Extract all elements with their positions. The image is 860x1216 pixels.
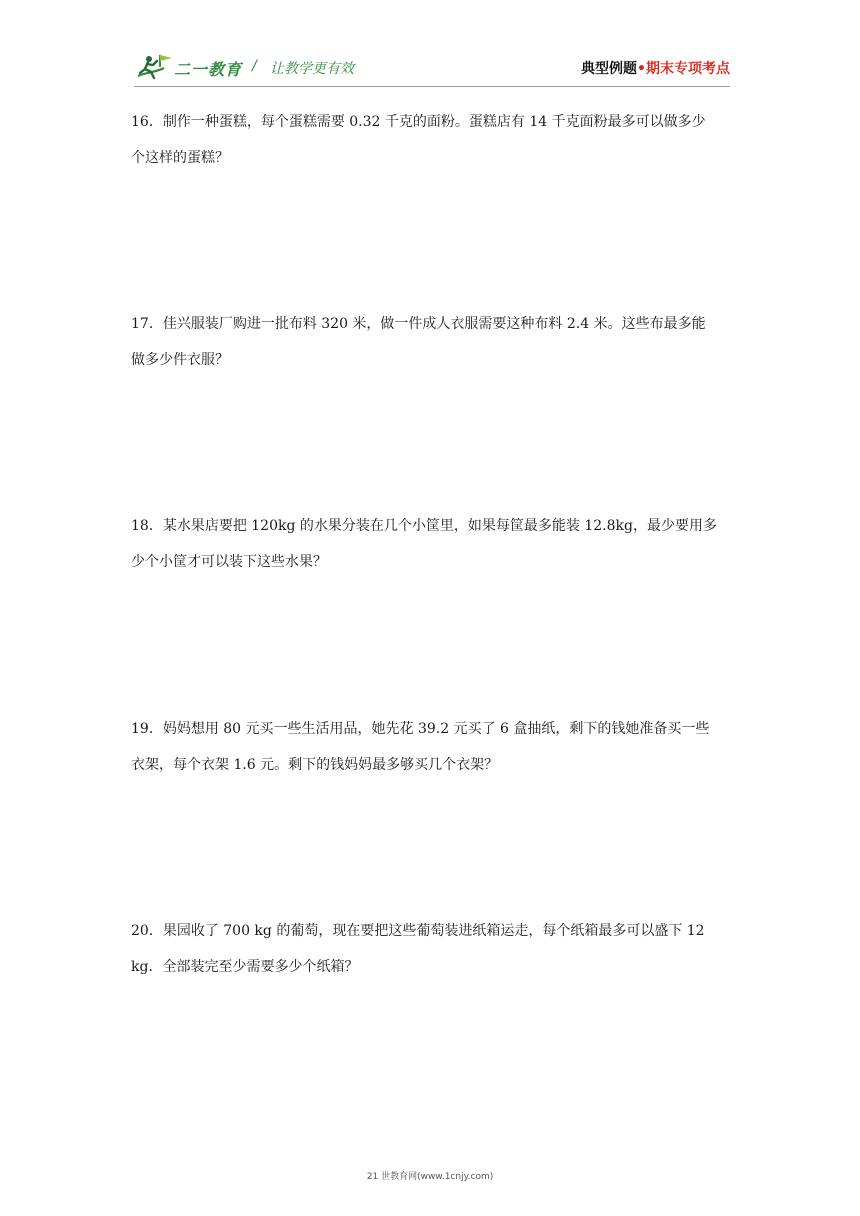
header-divider	[134, 86, 730, 87]
question-19	[131, 711, 731, 783]
question-line: 16．制作一种蛋糕，每个蛋糕需要 0.32 千克的面粉。蛋糕店有 14 千克面粉最多可以做多少	[131, 114, 706, 130]
question-20	[131, 913, 731, 985]
section-title	[581, 58, 730, 78]
page-footer: 21 世教育网(www.1cnjy.com)	[366, 1172, 494, 1182]
question-line: kg．全部装完至少需要多少个纸箱？	[131, 959, 359, 975]
section-suffix: 期末专项考点	[646, 61, 730, 77]
question-line: 17．佳兴服装厂购进一批布料 320 米，做一件成人衣服需要这种布料 2.4 米。这些布最多能	[131, 316, 706, 332]
page-header	[134, 48, 730, 84]
running-man-flag-icon	[134, 52, 176, 82]
section-prefix: 典型例题	[581, 61, 638, 77]
question-line: 少个小筐才可以装下这些水果？	[131, 554, 327, 570]
question-line: 做多少件衣服？	[131, 352, 229, 368]
question-16	[131, 104, 731, 176]
question-line: 20．果园收了 700 kg 的葡萄，现在要把这些葡萄装进纸箱运走，每个纸箱最多可以盛下 12	[131, 923, 705, 939]
question-line: 衣架，每个衣架 1.6 元。剩下的钱妈妈最多够买几个衣架？	[131, 757, 499, 773]
question-18	[131, 508, 731, 580]
brand-slogan: 让教学更有效	[270, 61, 354, 77]
header-separator: /	[252, 58, 257, 74]
brand-name: 二一教育	[174, 60, 243, 79]
section-dot: •	[637, 61, 646, 77]
question-line: 个这样的蛋糕？	[131, 150, 229, 166]
question-17	[131, 306, 731, 378]
question-line: 19．妈妈想用 80 元买一些生活用品，她先花 39.2 元买了 6 盒抽纸，剩下的钱她准备买一些	[131, 721, 710, 737]
question-line: 18．某水果店要把 120kg 的水果分装在几个小筐里，如果每筐最多能装 12.8kg，最少要用多	[131, 518, 717, 534]
